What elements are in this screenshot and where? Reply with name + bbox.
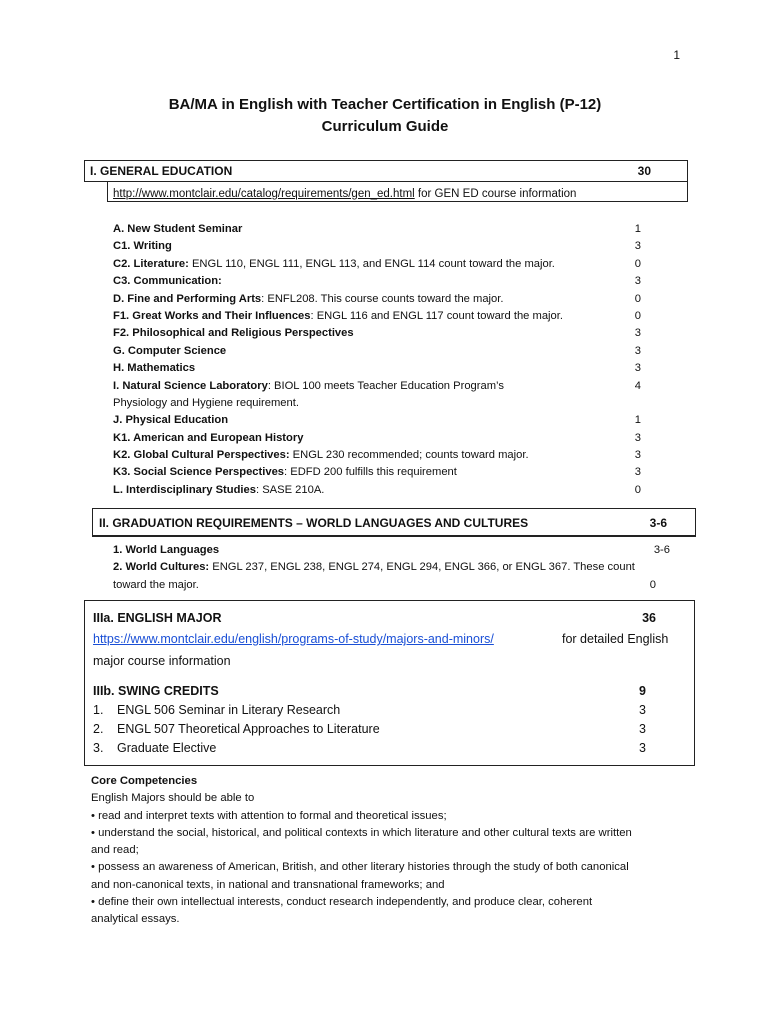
list-item: G. Computer Science 3 [113, 344, 641, 357]
list-item: 3. Graduate Elective 3 [93, 741, 646, 755]
english-major-link[interactable]: https://www.montclair.edu/english/programs-of-study/majors-and-minors/ [93, 632, 494, 646]
list-item: C2. Literature: ENGL 110, ENGL 111, ENGL 113, and ENGL 114 count toward the major. 0 [113, 257, 641, 270]
list-item: toward the major. 0 [113, 578, 656, 591]
list-item: K1. American and European History 3 [113, 431, 641, 444]
list-item: Physiology and Hygiene requirement. [113, 396, 299, 409]
graduation-requirements-heading: II. GRADUATION REQUIREMENTS – WORLD LANGUAGES AND CULTURES [99, 516, 529, 530]
gen-ed-link-box [107, 181, 688, 202]
english-major-link-suffix-line2: major course information [93, 654, 231, 668]
english-major-heading: IIIa. ENGLISH MAJOR [93, 611, 222, 625]
list-item: D. Fine and Performing Arts: ENFL208. This course counts toward the major. 0 [113, 292, 641, 305]
list-item: A. New Student Seminar 1 [113, 223, 641, 235]
core-line: and read; [91, 844, 139, 857]
swing-credits-heading: IIIb. SWING CREDITS [93, 684, 219, 698]
list-item: 1. World Languages 3-6 [113, 544, 670, 556]
core-competencies [91, 773, 731, 929]
swing-credits-total: 9 [639, 684, 646, 698]
list-item: F2. Philosophical and Religious Perspectives 3 [113, 327, 641, 340]
core-line: • read and interpret texts with attention to formal and theoretical issues; [91, 809, 447, 822]
graduation-requirements-list [113, 542, 683, 594]
list-item: F1. Great Works and Their Influences: ENGL 116 and ENGL 117 count toward the major. 0 [113, 309, 641, 322]
graduation-requirements-header-box [92, 508, 696, 537]
core-line: and non-canonical texts, in national and transnational frameworks; and [91, 878, 445, 891]
list-item: 2. World Cultures: ENGL 237, ENGL 238, ENGL 274, ENGL 294, ENGL 366, or ENGL 367. These count [113, 561, 635, 574]
list-item: K3. Social Science Perspectives: EDFD 200 fulfills this requirement 3 [113, 466, 641, 479]
general-education-heading: I. GENERAL EDUCATION [90, 164, 233, 178]
page-number: 1 [673, 48, 680, 62]
core-line: • define their own intellectual interests, conduct research independently, and produce clear, coherent [91, 896, 593, 909]
gen-ed-link-suffix: for GEN ED course information [414, 188, 577, 200]
list-item: 2. ENGL 507 Theoretical Approaches to Literature 3 [93, 722, 646, 736]
list-item: C3. Communication: 3 [113, 275, 641, 288]
gen-ed-link[interactable]: http://www.montclair.edu/catalog/requirements/gen_ed.html [113, 188, 415, 200]
list-item: L. Interdisciplinary Studies: SASE 210A. 0 [113, 483, 641, 496]
english-major-link-suffix: for detailed English [562, 632, 669, 646]
english-major-box [84, 600, 695, 766]
list-item: H. Mathematics 3 [113, 362, 641, 375]
general-education-header-box [84, 160, 688, 182]
core-line: • understand the social, historical, and political contexts in which literature and other cultural texts are written [91, 826, 632, 839]
graduation-requirements-credits: 3-6 [649, 516, 667, 530]
document-title: BA/MA in English with Teacher Certification in English (P-12) [168, 96, 602, 113]
general-education-credits: 30 [637, 164, 651, 178]
list-item: J. Physical Education 1 [113, 414, 641, 427]
core-intro: English Majors should be able to [91, 792, 255, 805]
list-item: I. Natural Science Laboratory: BIOL 100 meets Teacher Education Program’s 4 [113, 379, 641, 392]
core-competencies-heading: Core Competencies [91, 775, 198, 787]
list-item: K2. Global Cultural Perspectives: ENGL 230 recommended; counts toward major. 3 [113, 449, 641, 462]
core-line: analytical essays. [91, 913, 180, 926]
core-line: • possess an awareness of American, British, and other literary histories through the study of both canonical [91, 861, 629, 874]
list-item: 1. ENGL 506 Seminar in Literary Research 3 [93, 703, 646, 717]
document-subtitle: Curriculum Guide [321, 118, 449, 135]
english-major-credits: 36 [642, 611, 656, 625]
general-education-list [113, 221, 673, 499]
list-item: C1. Writing 3 [113, 240, 641, 253]
